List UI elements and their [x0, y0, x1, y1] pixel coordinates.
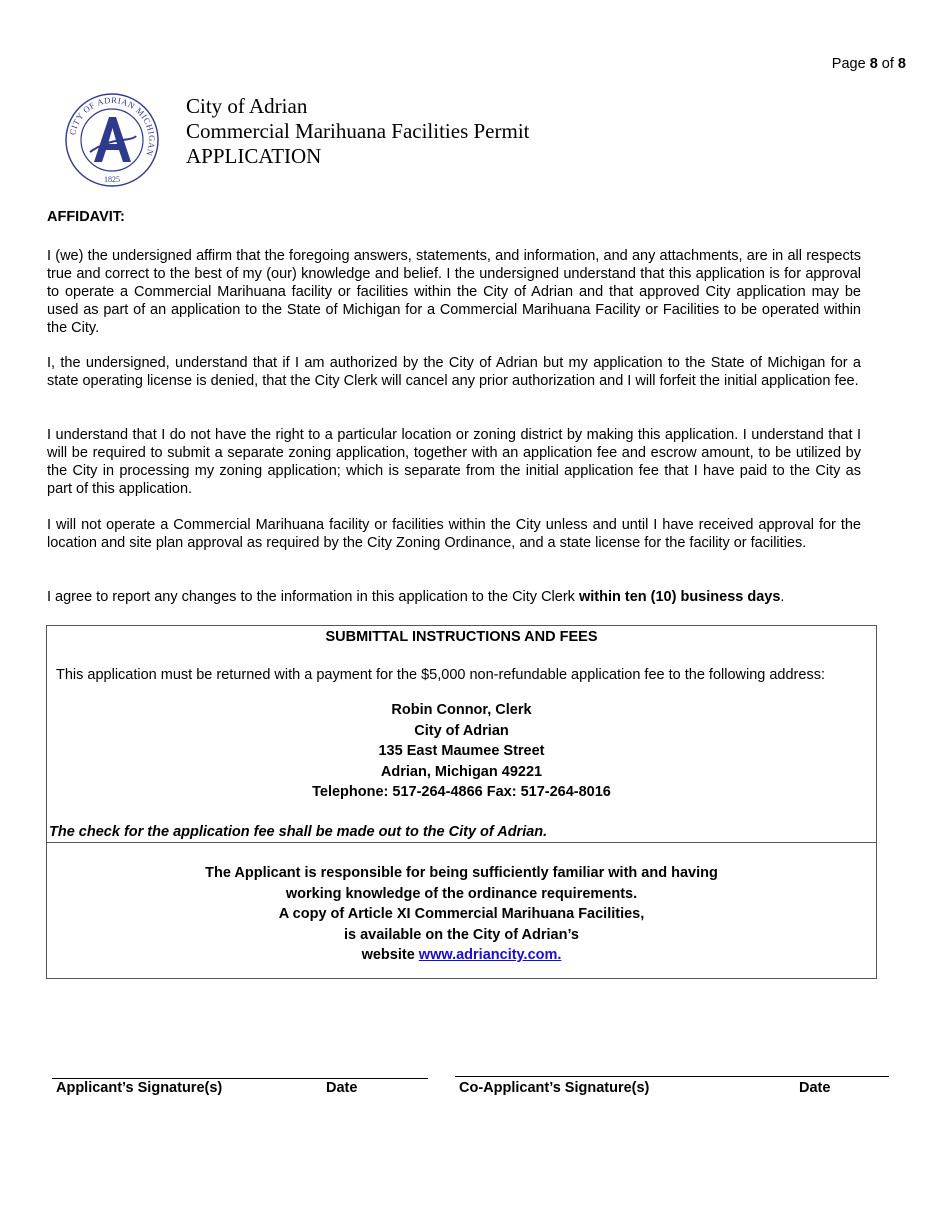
seal-ring-text: CITY OF ADRIAN MICHIGAN [67, 94, 158, 158]
heading-city: City of Adrian [186, 94, 308, 118]
address-line: Robin Connor, Clerk [391, 702, 532, 718]
coapplicant-signature-line[interactable] [455, 1076, 889, 1077]
box-divider [47, 842, 876, 843]
heading-permit: Commercial Marihuana Facilities Permit [186, 119, 530, 143]
coapplicant-signature-label: Co-Applicant’s Signature(s) [459, 1080, 650, 1096]
affidavit-paragraph-4: I will not operate a Commercial Marihuana facility or facilities within the City unless and until I have received approval for the location and site plan approval as required by the City Zoning Ordinance, and a state license for the facility or facilities. [47, 517, 861, 551]
check-payable-note: The check for the application fee shall be made out to the City of Adrian. [49, 824, 548, 840]
document-heading [186, 94, 530, 169]
address-line: 135 East Maumee Street [378, 743, 545, 759]
affidavit-paragraph-2: I, the undersigned, understand that if I am authorized by the City of Adrian but my application to the State of Michigan for a state operating license is denied, that the City Clerk will cancel any prior authorization and I will forfeit the initial application fee. [47, 355, 861, 389]
affidavit-title: AFFIDAVIT: [47, 209, 125, 225]
address-line: City of Adrian [414, 722, 509, 739]
submittal-instructions-box [46, 625, 877, 979]
city-seal-logo [64, 92, 160, 188]
affidavit-paragraph-1: I (we) the undersigned affirm that the foregoing answers, statements, and information, and any attachments, are in all respects true and correct to the best of my (our) knowledge and belief. I the undersigned understand that this application is for approval to operate a Commercial Marihuana facility or facilities within the City of Adrian and that approved City application may be used as part of an application to the State of Michigan for a Commercial Marihuana Facility or Facilities to be operated within the City. [47, 248, 861, 336]
affidavit-paragraph-3: I understand that I do not have the right to a particular location or zoning district by making this application. I understand that I will be required to submit a separate zoning application, together with an application fee and escrow amount, to be utilized by the City in processing my zoning application; which is separate from the initial application fee that I have paid to the City as part of this application. [47, 427, 861, 497]
website-link[interactable]: www.adriancity.com. [418, 947, 562, 963]
clerk-address [47, 700, 876, 803]
address-line: Adrian, Michigan 49221 [380, 763, 543, 780]
address-line: Telephone: 517-264-4866 Fax: 517-264-8016 [312, 784, 611, 800]
applicant-responsibility-note: The Applicant is responsible for being sufficiently familiar with and having working knowledge of the ordinance requirements. A copy of Article XI Commercial Marihuana Facilities, is available on the City of Adrian’s website www.adriancity.com. [205, 865, 718, 963]
applicant-signature-line[interactable] [52, 1078, 428, 1079]
applicant-signature-label: Applicant’s Signature(s) [56, 1080, 223, 1096]
heading-application: APPLICATION [186, 144, 322, 168]
coapplicant-date-label: Date [799, 1080, 831, 1096]
submittal-title: SUBMITTAL INSTRUCTIONS AND FEES [325, 629, 598, 645]
page-number: Page 8 of 8 [831, 56, 906, 72]
affidavit-paragraph-5: I agree to report any changes to the information in this application to the City Clerk within ten (10) business days. [47, 589, 785, 605]
seal-year: 1825 [104, 175, 120, 184]
submittal-intro: This application must be returned with a payment for the $5,000 non-refundable application fee to the following address: [56, 667, 825, 683]
applicant-date-label: Date [326, 1080, 358, 1096]
